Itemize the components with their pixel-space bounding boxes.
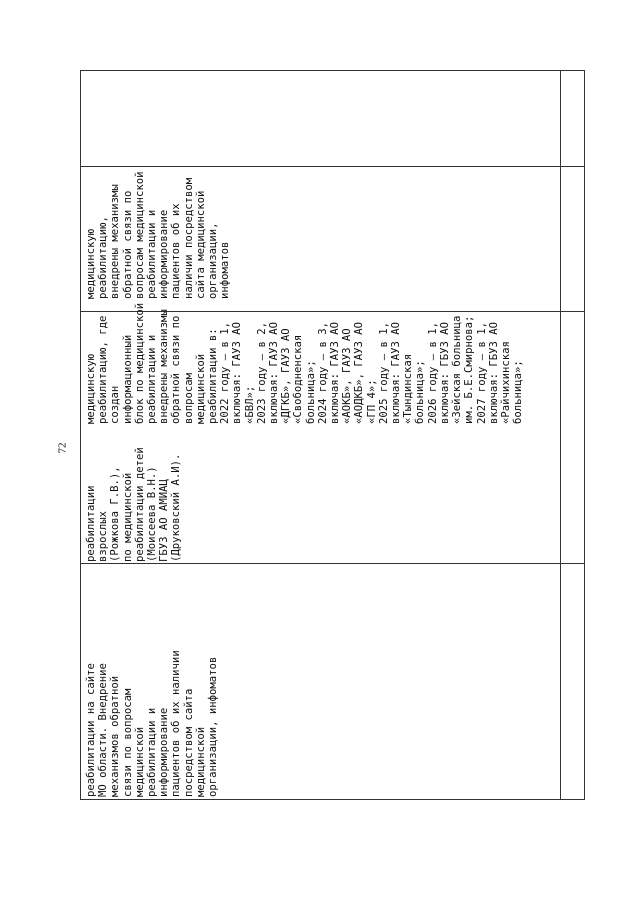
page-number: 72	[56, 442, 69, 454]
table-border-right	[584, 70, 585, 800]
cell-result-progress: медицинскую реабилитацию, где создан информационный блок по медицинской реабилитации и внедрены механизмы обратной связи по вопросам медицинской реабилитации в: 2022 году – в 1, включая: ГАУЗ АО «БВЛ»; 2023 году – в 2, включая: ГАУЗ АО «ДГКБ», ГАУЗ АО «Свободненская больница»; 2024 году – в 3, включая: ГАУЗ АО «АОКБ», ГАУЗ АО «АОДКБ», ГАУЗ АО «ГП 4»; 2025 году – в 1, включая: ГАУЗ АО «Тындинская больница»; 2026 году – в 1, включая: ГБУЗ АО «Зейская больница им. Б.Е.Смирнова; 2027 году – в 1, включая: ГБУЗ АО «Райчихинская больница»;	[85, 302, 525, 424]
row-divider	[560, 70, 561, 800]
cell-responsible: реабилитации взрослых (Рожкова Г.В.), по медицинской реабилитации детей (Моисеева В.Н.) ГБУЗ АО АМИАЦ (Друковский А.И).	[85, 447, 183, 562]
table-border-bottom	[80, 799, 585, 800]
table-border-top	[80, 70, 585, 71]
column-divider	[80, 563, 585, 564]
cell-expected-result: медицинскую реабилитацию, внедрены механизмы обратной связи по вопросам медицинской реабилитации и информирование пациентов об их наличии посредством сайта медицинской организации, инфоматов	[85, 171, 232, 299]
column-divider	[80, 166, 585, 167]
cell-task-description: реабилитации на сайте МО области. Внедрение механизмов обратной связи по вопросам медицинской реабилитации и информирование пациентов об их наличии посредством сайта медицинской организации, инфоматов	[85, 650, 220, 797]
row-divider	[80, 70, 81, 800]
